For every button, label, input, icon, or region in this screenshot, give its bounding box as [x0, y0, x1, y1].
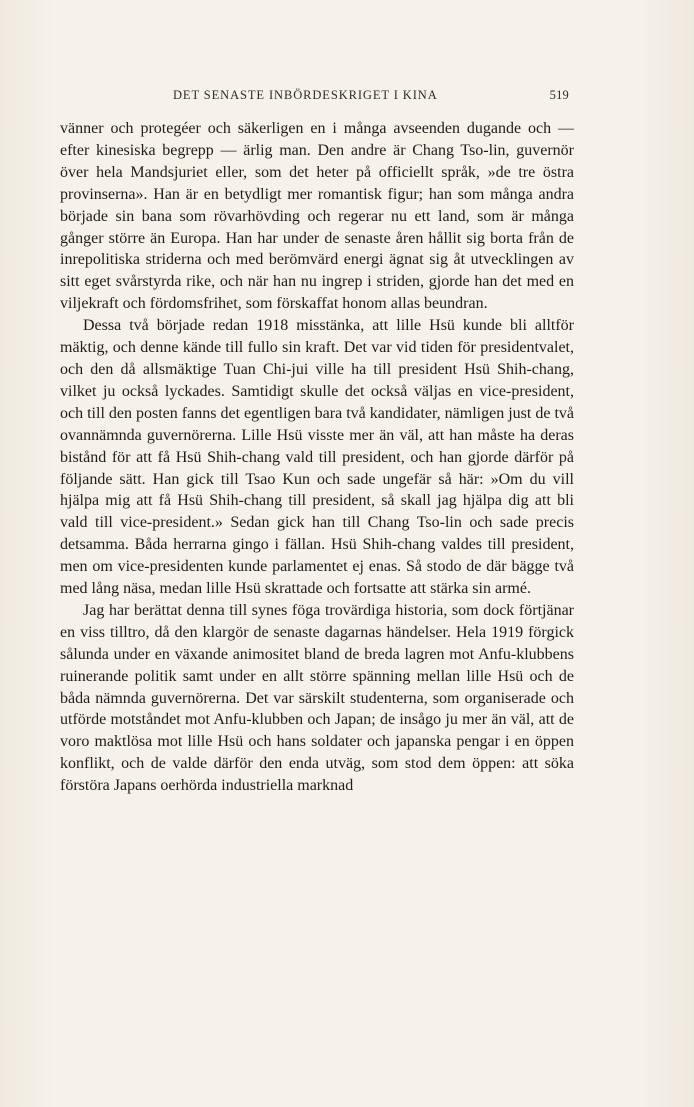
running-title: DET SENASTE INBÖRDESKRIGET I KINA — [173, 88, 438, 102]
paragraph: Dessa två började redan 1918 misstänka, att lille Hsü kunde bli alltför mäktig, och denne kände till fullo sin kraft. Det var vid tiden för presidentvalet, och den då allsmäktige Tuan Chi-jui ville ha till president Hsü Shih-chang, vilket ju också lyckades. Samtidigt skulle det också väljas en vice-president, och till den posten fanns det egentligen bara två kandidater, nämligen just de två ovannämnda guvernörerna. Lille Hsü visste mer än väl, att han måste ha deras bistånd för att få Hsü Shih-chang vald till president, och han gjorde därför på följande sätt. Han gick till Tsao Kun och sade ungefär så här: »Om du vill hjälpa mig att få Hsü Shih-chang till president, så skall jag hjälpa dig att bli vald till vice-president.» Sedan gick han till Chang Tso-lin och sade precis detsamma. Båda herrarna gingo i fällan. Hsü Shih-chang valdes till president, men om vice-presidenten kunde parlamentet ej enas. Så stodo de där bägge två med lång näsa, medan lille Hsü skrattade och fortsatte att stärka sin armé. — [60, 317, 574, 598]
paragraph: vänner och protegéer och säkerligen en i många avseenden dugande och — efter kinesiska begrepp — ärlig man. Den andre är Chang Tso-lin, guvernör över hela Mandsjuriet eller, som det heter på officiellt språk, »de tre östra provinserna». Han är en betydligt mer romantisk figur; han som många andra började sin bana som rövarhövding och regerar nu ett land, som är många gånger större än Europa. Han har under de senaste åren hållit sig borta från de inrepolitiska striderna och med berömvärd energi ägnat sig åt utvecklingen av sitt eget svårstyrda rike, och när han nu ingrep i striden, gjorde han det med en viljekraft och fördomsfrihet, som förskaffat honom allas beundran. — [60, 120, 574, 313]
running-header — [60, 88, 574, 108]
page-number: 519 — [549, 88, 569, 102]
body-text — [60, 118, 574, 797]
paragraph: Jag har berättat denna till synes föga trovärdiga historia, som dock förtjänar en viss tilltro, då den klargör de senaste dagarnas händelser. Hela 1919 förgick sålunda under en växande animositet bland de breda lagren mot Anfu-klubbens ruinerande politik samt under en allt större spänning mellan lille Hsü och de båda nämnda guvernörerna. Det var särskilt studenterna, som organiserade och utförde motståndet mot Anfu-klubben och Japan; de insågo ju mer än väl, att de voro maktlösa mot lille Hsü och hans soldater och japanska pengar i en öppen konflikt, och de valde därför den enda utväg, som stod dem öppen: att söka förstöra Japans oerhörda industriella marknad — [60, 601, 574, 795]
